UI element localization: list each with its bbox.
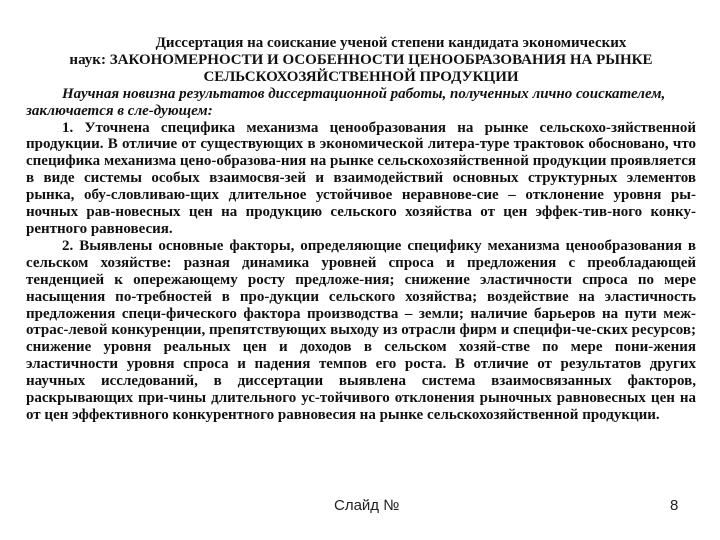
slide-text bbox=[26, 35, 696, 424]
slide-header bbox=[26, 35, 696, 86]
dissertation-title: ЗАКОНОМЕРНОСТИ И ОСОБЕННОСТИ ЦЕНООБРАЗОВАНИЯ НА РЫНКЕ СЕЛЬСКОХОЗЯЙСТВЕННОЙ ПРОДУКЦИИ bbox=[109, 51, 653, 85]
intro-text: Научная новизна результатов диссертационной работы, полученных лично соискателем, заключается в сле-дующем: bbox=[26, 85, 666, 119]
slide-number: 8 bbox=[670, 497, 679, 514]
header-prefix: наук: bbox=[69, 51, 110, 68]
paragraph-2: 2. Выявлены основные факторы, определяющие специфику механизма ценообразования в сельском хозяйстве: разная динамика уровней спроса и предложения с преобладающей тенденцией к опережающему росту предложе-ния; снижение эластичности спроса по мере насыщения по-требностей в про-дукции сельского хозяйства; воздействие на эластичность предложения специ-фического фактора производства – земли; наличие барьеров на пути меж-отрас-левой конкуренции, препятствующих выходу из отрасли фирм и специфи-че-ских ресурсов; снижение уровня реальных цен и доходов в сельском хозяй-стве по мере пони-жения эластичности уровня спроса и падения темпов его роста. В отличие от результатов других научных исследований, в диссертации выявлена система взаимосвязанных факторов, раскрывающих при-чины длительного ус-тойчивого отклонения рыночных равновесных цен на от цен эффективного конкурентного равновесия на рынке сельскохозяйственной продукции. bbox=[26, 237, 696, 423]
paragraph-1: 1. Уточнена специфика механизма ценообразования на рынке сельскохо-зяйственной продукции. В отличие от существующих в экономической литера-туре трактовок обосновано, что специфика механизма цено-образова-ния на рынке сельскохозяйственной продукции проявляется в виде системы особых взаимосвя-зей и взаимодействий основных структурных элементов рынка, обу-словливаю-щих длительное устойчивое неравнове-сие – отклонение уровня ры-ночных рав-новесных цен на продукцию сельского хозяйства от цен эффек-тив-ного конку-рентного равновесия. bbox=[26, 119, 696, 237]
header-line1: Диссертация на соискание ученой степени кандидата экономических bbox=[155, 35, 627, 51]
slide-number-label: Слайд № bbox=[334, 497, 400, 514]
